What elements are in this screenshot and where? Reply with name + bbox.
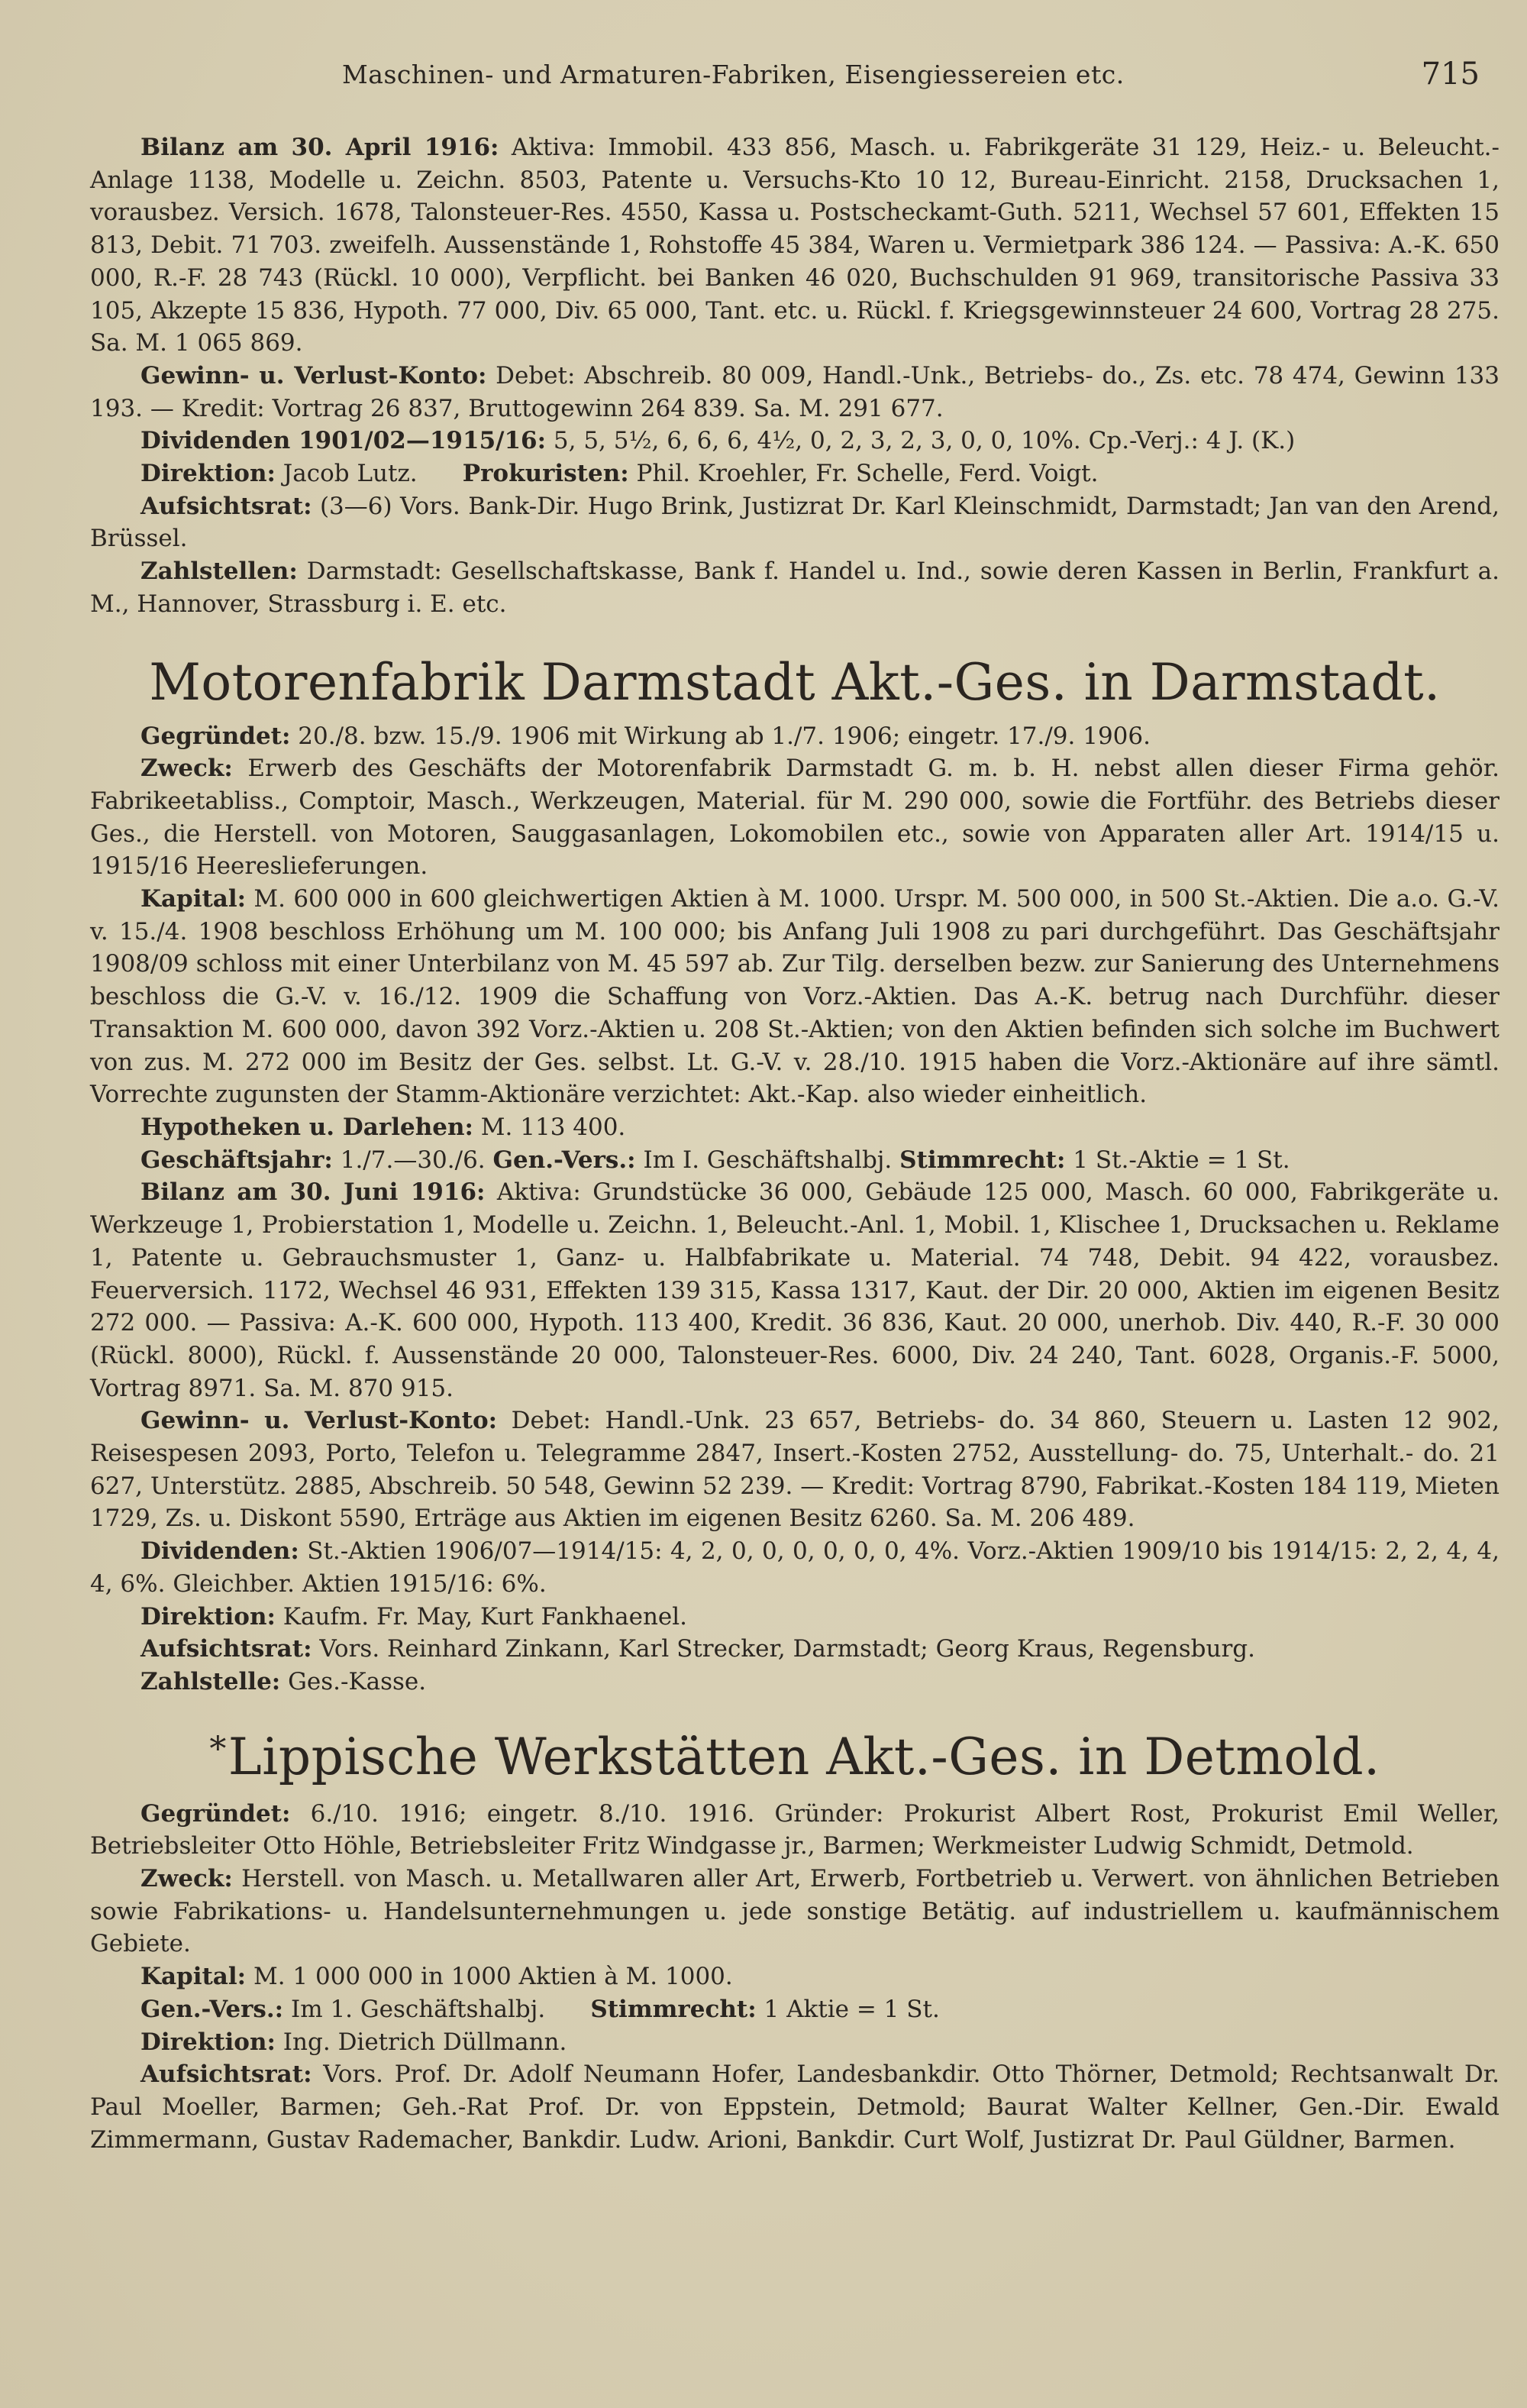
balance-sheet-paragraph: Bilanz am 30. April 1916: Aktiva: Immobil. 433 856, Masch. u. Fabrikgeräte 31 129, Heiz.- u. Beleucht.- Anlage 1138, Modelle u. Zeichn. 8503, Patente u. Versuchs-Kto 10 12, Bureau-Einricht. 2158, Drucksachen 1, vorausbez. Versich. 1678, Talonsteuer-Res. 4550, Kassa u. Postscheckamt-Guth. 5211, Wechsel 57 601, Effekten 15 813, Debit. 71 703. zweifelh. Aussenstände 1, Rohstoffe 45 384, Waren u. Vermietpark 386 124. — Passiva: A.-K. 650 000, R.-F. 28 743 (Rückl. 10 000), Verpflicht. bei Banken 46 020, Buchschulden 91 969, transitorische Passiva 33 105, Akzepte 15 836, Hypoth. 77 000, Div. 65 000, Tant. etc. u. Rückl. f. Kriegsgewinnsteuer 24 600, Vortrag 28 275. Sa. M. 1 065 869.	[90, 134, 1500, 357]
supervisory-board-paragraph: Aufsichtsrat: Vors. Reinhard Zinkann, Karl Strecker, Darmstadt; Georg Kraus, Regensburg.	[140, 1635, 1255, 1663]
company-entry-motorenfabrik	[90, 720, 1500, 1699]
paying-agents-paragraph: Zahlstellen: Darmstadt: Gesellschaftskasse, Bank f. Handel u. Ind., sowie deren Kassen in Berlin, Frankfurt a. M., Hannover, Strassburg i. E. etc.	[90, 558, 1500, 618]
direction-paragraph: Direktion: Jacob Lutz. Prokuristen: Phil. Kroehler, Fr. Schelle, Ferd. Voigt.	[140, 460, 1099, 488]
new-entry-mark: *	[209, 1729, 227, 1769]
page-number: 715	[1421, 57, 1480, 92]
paying-agent-paragraph: Zahlstelle: Ges.-Kasse.	[140, 1667, 427, 1695]
general-meeting-paragraph: Gen.-Vers.: Im 1. Geschäftshalbj. Stimmrecht: 1 Aktie = 1 St.	[140, 1995, 940, 2023]
previous-company-continuation	[90, 131, 1500, 621]
running-head	[90, 57, 1500, 108]
direction-paragraph: Direktion: Ing. Dietrich Düllmann.	[140, 2028, 567, 2056]
company-heading-lippische: *Lippische Werkstätten Akt.-Ges. in Detmold.	[209, 1727, 1380, 1786]
supervisory-board-paragraph: Aufsichtsrat: (3—6) Vors. Bank-Dir. Hugo Brink, Justizrat Dr. Karl Kleinschmidt, Darmstadt; Jan van den Arend, Brüssel.	[90, 492, 1500, 553]
supervisory-board-paragraph: Aufsichtsrat: Vors. Prof. Dr. Adolf Neumann Hofer, Landesbankdir. Otto Thörner, Detmold; Rechtsanwalt Dr. Paul Moeller, Barmen; Geh.-Rat Prof. Dr. von Eppstein, Detmold; Baurat Walter Kellner, Gen.-Dir. Ewald Zimmermann, Gustav Rademacher, Bankdir. Ludw. Arioni, Bankdir. Curt Wolf, Justizrat Dr. Paul Güldner, Barmen.	[90, 2061, 1500, 2154]
mortgages-paragraph: Hypotheken u. Darlehen: M. 113 400.	[140, 1113, 626, 1141]
capital-paragraph: Kapital: M. 600 000 in 600 gleichwertigen Aktien à M. 1000. Urspr. M. 500 000, in 500 St.-Aktien. Die a.o. G.-V. v. 15./4. 1908 beschloss Erhöhung um M. 100 000; bis Anfang Juli 1908 zu pari durchgeführt. Das Geschäftsjahr 1908/09 schloss mit einer Unterbilanz von M. 45 597 ab. Zur Tilg. derselben bezw. zur Sanierung des Unternehmens beschloss die G.-V. v. 16./12. 1909 die Schaffung von Vorz.-Aktien. Das A.-K. betrug nach Durchführ. dieser Transaktion M. 600 000, davon 392 Vorz.-Aktien u. 208 St.-Aktien; von den Aktien befinden sich solche im Buchwert von zus. M. 272 000 im Besitz der Ges. selbst. Lt. G.-V. v. 28./10. 1915 haben die Vorz.-Aktionäre auf ihre sämtl. Vorrechte zugunsten der Stamm-Aktionäre verzichtet: Akt.-Kap. also wieder einheitlich.	[90, 885, 1500, 1109]
dividends-paragraph: Dividenden 1901/02—1915/16: 5, 5, 5½, 6, 6, 6, 4½, 0, 2, 3, 2, 3, 0, 0, 10%. Cp.-Verj.: 4 J. (K.)	[140, 427, 1296, 455]
profit-loss-paragraph: Gewinn- u. Verlust-Konto: Debet: Abschreib. 80 009, Handl.-Unk., Betriebs- do., Zs. etc. 78 474, Gewinn 133 193. — Kredit: Vortrag 26 837, Bruttogewinn 264 839. Sa. M. 291 677.	[90, 361, 1500, 422]
founded-paragraph: Gegründet: 20./8. bzw. 15./9. 1906 mit Wirkung ab 1./7. 1906; eingetr. 17./9. 1906.	[140, 722, 1151, 750]
purpose-paragraph: Zweck: Herstell. von Masch. u. Metallwaren aller Art, Erwerb, Fortbetrieb u. Verwert. von ähnlichen Betrieben sowie Fabrikations- u. Handelsunternehmungen u. jede sonstige Betätig. auf industriellem u. kaufmännischem Gebiete.	[90, 1865, 1500, 1958]
balance-sheet-paragraph: Bilanz am 30. Juni 1916: Aktiva: Grundstücke 36 000, Gebäude 125 000, Masch. 60 000, Fabrikgeräte u. Werkzeuge 1, Probierstation 1, Modelle u. Zeichn. 1, Beleucht.-Anl. 1, Mobil. 1, Klischee 1, Drucksachen u. Reklame 1, Patente u. Gebrauchsmuster 1, Ganz- u. Halbfabrikate u. Material. 74 748, Debit. 94 422, vorausbez. Feuerversich. 1172, Wechsel 46 931, Effekten 139 315, Kassa 1317, Kaut. der Dir. 20 000, Aktien im eigenen Besitz 272 000. — Passiva: A.-K. 600 000, Hypoth. 113 400, Kredit. 36 836, Kaut. 20 000, unerhob. Div. 440, R.-F. 30 000 (Rückl. 8000), Rückl. f. Aussenstände 20 000, Talonsteuer-Res. 6000, Div. 24 240, Tant. 6028, Organis.-F. 5000, Vortrag 8971. Sa. M. 870 915.	[90, 1178, 1500, 1402]
purpose-paragraph: Zweck: Erwerb des Geschäfts der Motorenfabrik Darmstadt G. m. b. H. nebst allen dieser Firma gehör. Fabrikeetabliss., Comptoir, Masch., Werkzeugen, Material. für M. 290 000, sowie die Fortführ. des Betriebs dieser Ges., die Herstell. von Motoren, Sauggasanlagen, Lokomobilen etc., sowie von Apparaten aller Art. 1914/15 u. 1915/16 Heereslieferungen.	[90, 755, 1500, 881]
company-entry-lippische	[90, 1798, 1500, 2157]
capital-paragraph: Kapital: M. 1 000 000 in 1000 Aktien à M. 1000.	[140, 1963, 733, 1991]
profit-loss-paragraph: Gewinn- u. Verlust-Konto: Debet: Handl.-Unk. 23 657, Betriebs- do. 34 860, Steuern u. Lasten 12 902, Reisespesen 2093, Porto, Telefon u. Telegramme 2847, Insert.-Kosten 2752, Ausstellung- do. 75, Unterhalt.- do. 21 627, Unterstütz. 2885, Abschreib. 50 548, Gewinn 52 239. — Kredit: Vortrag 8790, Fabrikat.-Kosten 184 119, Mieten 1729, Zs. u. Diskont 5590, Erträge aus Aktien im eigenen Besitz 6260. Sa. M. 206 489.	[90, 1407, 1500, 1533]
dividends-paragraph: Dividenden: St.-Aktien 1906/07—1914/15: 4, 2, 0, 0, 0, 0, 0, 0, 4%. Vorz.-Aktien 1909/10 bis 1914/15: 2, 2, 4, 4, 4, 6%. Gleichber. Aktien 1915/16: 6%.	[90, 1537, 1500, 1598]
direction-paragraph: Direktion: Kaufm. Fr. May, Kurt Fankhaenel.	[140, 1602, 688, 1631]
fiscal-year-paragraph: Geschäftsjahr: 1./7.—30./6. Gen.-Vers.: Im I. Geschäftshalbj. Stimmrecht: 1 St.-Aktie = 1 St.	[140, 1146, 1290, 1174]
company-heading-motorenfabrik: Motorenfabrik Darmstadt Akt.-Ges. in Darmstadt.	[149, 652, 1441, 712]
running-head-title: Maschinen- und Armaturen-Fabriken, Eisengiessereien etc.	[342, 60, 1125, 89]
founded-paragraph: Gegründet: 6./10. 1916; eingetr. 8./10. 1916. Gründer: Prokurist Albert Rost, Prokurist Emil Weller, Betriebsleiter Otto Höhle, Betriebsleiter Fritz Windgasse jr., Barmen; Werkmeister Ludwig Schmidt, Detmold.	[90, 1799, 1500, 1860]
